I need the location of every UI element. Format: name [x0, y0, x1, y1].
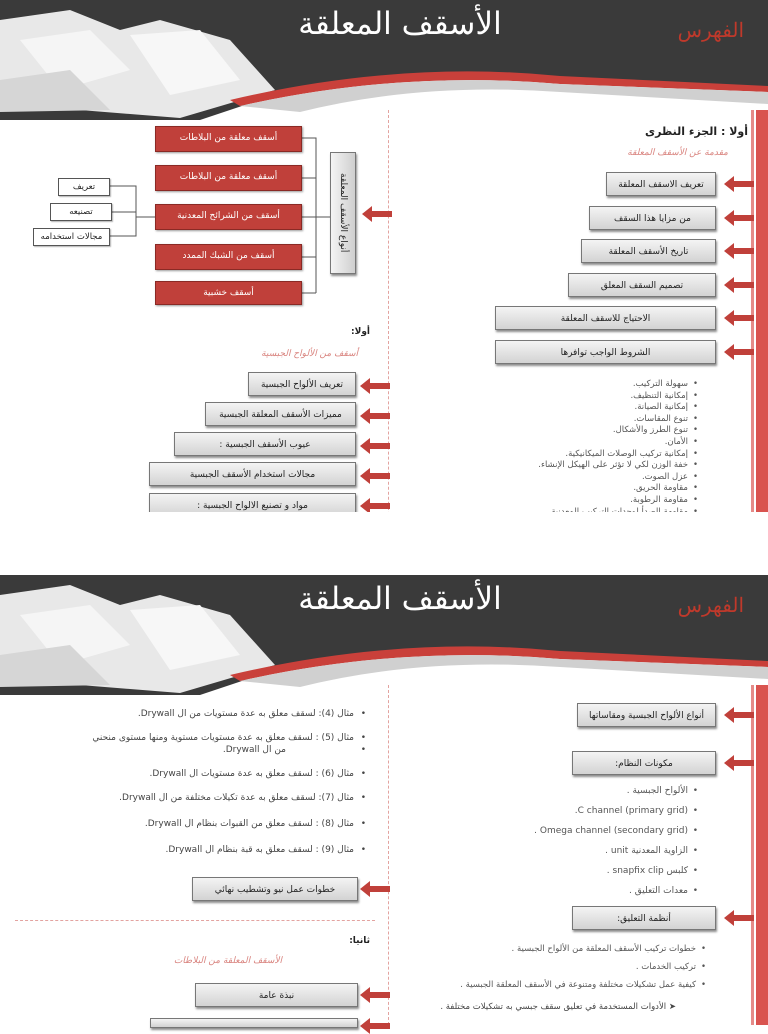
list-item: • تنوع المقاسات.	[538, 414, 698, 426]
system-components-box[interactable]: مكونات النظام:	[572, 751, 716, 775]
page-title: الأسقف المعلقة	[298, 581, 502, 617]
list-item: • عزل الصوت.	[538, 472, 698, 484]
final-finish-box[interactable]: خطوات عمل نيو وتشطيب نهائي	[192, 877, 358, 901]
list-item: • مثال (7): لسقف معلق به عدة تكيلات مختلفة من ال Drywall.	[92, 792, 366, 804]
manufacture-box[interactable]: تصنيعه	[50, 203, 112, 221]
arrow-left-icon	[724, 210, 754, 226]
list-item: • كلبس snapfix clip .	[534, 861, 698, 881]
intro-box-advantages[interactable]: من مزايا هذا السقف	[589, 206, 716, 230]
list-item: • مثال (5) : لسقف معلق به عدة مستويات مستوية ومنها مستوى منحني	[92, 732, 366, 744]
ceiling-types-box[interactable]: أنواع الأسقف المعلقة	[330, 152, 356, 274]
list-item: • خفة الوزن لكي لا تؤثر على الهيكل الإنشاء.	[538, 460, 698, 472]
column-divider	[388, 685, 389, 1025]
components-list	[534, 781, 698, 901]
arrow-left-icon	[724, 755, 754, 771]
gypsum-materials-box[interactable]: مواد و تصنيع الالواح الجبسية :	[149, 493, 356, 517]
list-item: • إمكانية تركيب الوصلات الميكانيكية.	[538, 449, 698, 461]
list-item: • C channel (primary grid).	[534, 801, 698, 821]
right-accent-line	[751, 685, 754, 1025]
section-subheading-tiles: الأسقف المعلقة من البلاطات	[173, 956, 282, 966]
arrow-left-icon	[360, 408, 390, 424]
list-item: • مقاومة الحريق.	[538, 483, 698, 495]
arrow-left-icon	[724, 176, 754, 192]
intro-box-design[interactable]: تصميم السقف المعلق	[568, 273, 716, 297]
gypsum-advantages-box[interactable]: مميزات الأسقف المعلقة الجبسية	[205, 402, 356, 426]
type-box-4[interactable]: أسقف من الشبك الممدد	[155, 244, 302, 270]
suspension-systems-box[interactable]: أنظمة التعليق:	[572, 906, 716, 930]
banner	[0, 0, 768, 120]
arrow-left-icon	[724, 707, 754, 723]
intro-box-history[interactable]: تاريخ الأسقف المعلقة	[581, 239, 716, 263]
list-item: • إمكانية التنظيف.	[538, 391, 698, 403]
list-item: • تنوع الطرز والأشكال.	[538, 425, 698, 437]
list-item: • الألواح الجبسية .	[534, 781, 698, 801]
conditions-list	[538, 379, 698, 518]
slide-1	[0, 0, 768, 512]
section-subheading-intro: مقدمة عن الأسقف المعلقة	[627, 148, 728, 158]
type-box-5[interactable]: أسقف خشبية	[155, 281, 302, 305]
gypsum-usage-box[interactable]: مجالات استخدام الأسقف الجبسية	[149, 462, 356, 486]
arrow-left-icon	[360, 438, 390, 454]
list-item: • معدات التعليق .	[534, 881, 698, 901]
banner	[0, 575, 768, 695]
arrow-left-icon	[362, 206, 392, 222]
tools-note-text: الأدوات المستخدمة في تعليق سقف جبسي به تشكيلات مختلفة .	[440, 1002, 667, 1012]
arrow-left-icon	[360, 987, 390, 1003]
index-label: الفهرس	[677, 18, 744, 42]
section-heading-theory: أولا : الجزء النظرى	[644, 125, 748, 138]
arrow-left-icon	[724, 277, 754, 293]
list-item: • مثال (6) : لسقف معلق به عدة مستويات ال Drywall.	[92, 768, 366, 780]
intro-box-need[interactable]: الاحتياج للاسقف المعلقة	[495, 306, 716, 330]
intro-box-conditions[interactable]: الشروط الواجب توافرها	[495, 340, 716, 364]
arrow-left-icon	[724, 243, 754, 259]
overview-box[interactable]: نبذة عامة	[195, 983, 358, 1007]
section-divider	[15, 920, 375, 921]
list-item: • تركيب الخدمات .	[460, 958, 706, 976]
arrow-left-icon	[360, 378, 390, 394]
list-item: • مقاومة الرطوبة.	[538, 495, 698, 507]
next-box[interactable]	[150, 1018, 358, 1028]
right-accent-bar	[756, 685, 768, 1025]
list-item-continuation: • من ال Drywall.	[92, 744, 366, 756]
suspension-list	[460, 940, 706, 994]
examples-list	[92, 708, 366, 856]
arrow-left-icon	[360, 881, 390, 897]
definition-box[interactable]: تعريف	[58, 178, 110, 196]
arrow-left-icon	[724, 310, 754, 326]
right-accent-bar	[756, 110, 768, 512]
usage-box[interactable]: مجالات استخدامه	[33, 228, 110, 246]
list-item: • سهولة التركيب.	[538, 379, 698, 391]
gypsum-definition-box[interactable]: تعريف الألواح الجبسية	[248, 372, 356, 396]
arrow-left-icon	[724, 910, 754, 926]
section-subheading-gypsum: أسقف من الألواح الجبسية	[261, 349, 358, 359]
list-item: • خطوات تركيب الأسقف المعلقة من الألواح الجبسية .	[460, 940, 706, 958]
chevron-left-icon: ➤	[668, 1002, 676, 1012]
list-item: • الزاوية المعدنية unit .	[534, 841, 698, 861]
section-heading-second: ثانيا:	[349, 936, 370, 946]
arrow-left-icon	[724, 344, 754, 360]
list-item: • مثال (4): لسقف معلق به عدة مستويات من ال Drywall.	[92, 708, 366, 720]
tools-note	[440, 1002, 676, 1012]
page-gap	[0, 512, 768, 575]
list-item: • إمكانية الصيانة.	[538, 402, 698, 414]
arrow-left-icon	[360, 1018, 390, 1034]
slide-2	[0, 575, 768, 1024]
intro-box-definition[interactable]: تعريف الاسقف المعلقة	[606, 172, 716, 196]
section-heading-first: أولا:	[351, 327, 370, 337]
gypsum-disadvantages-box[interactable]: عيوب الأسقف الجبسية :	[174, 432, 356, 456]
page-title: الأسقف المعلقة	[298, 6, 502, 42]
list-item: • Omega channel (secondary grid) .	[534, 821, 698, 841]
list-item: • كيفية عمل تشكيلات مختلفة ومتنوعة في الأسقف المعلقة الجبسية .	[460, 976, 706, 994]
type-box-1[interactable]: أسقف معلقة من البلاطات	[155, 126, 302, 152]
list-item: • مثال (9) : لسقف معلق به قبة بنظام ال Drywall.	[92, 844, 366, 856]
type-box-2[interactable]: أسقف معلقة من البلاطات	[155, 165, 302, 191]
arrow-left-icon	[360, 468, 390, 484]
type-box-3[interactable]: أسقف من الشرائح المعدنية	[155, 204, 302, 230]
index-label: الفهرس	[677, 593, 744, 617]
list-item: • مثال (8) : لسقف معلق من القبوات بنظام ال Drywall.	[92, 818, 366, 830]
gypsum-types-box[interactable]: أنواع الألواح الجبسية ومقاساتها	[577, 703, 716, 727]
list-item: • الأمان.	[538, 437, 698, 449]
